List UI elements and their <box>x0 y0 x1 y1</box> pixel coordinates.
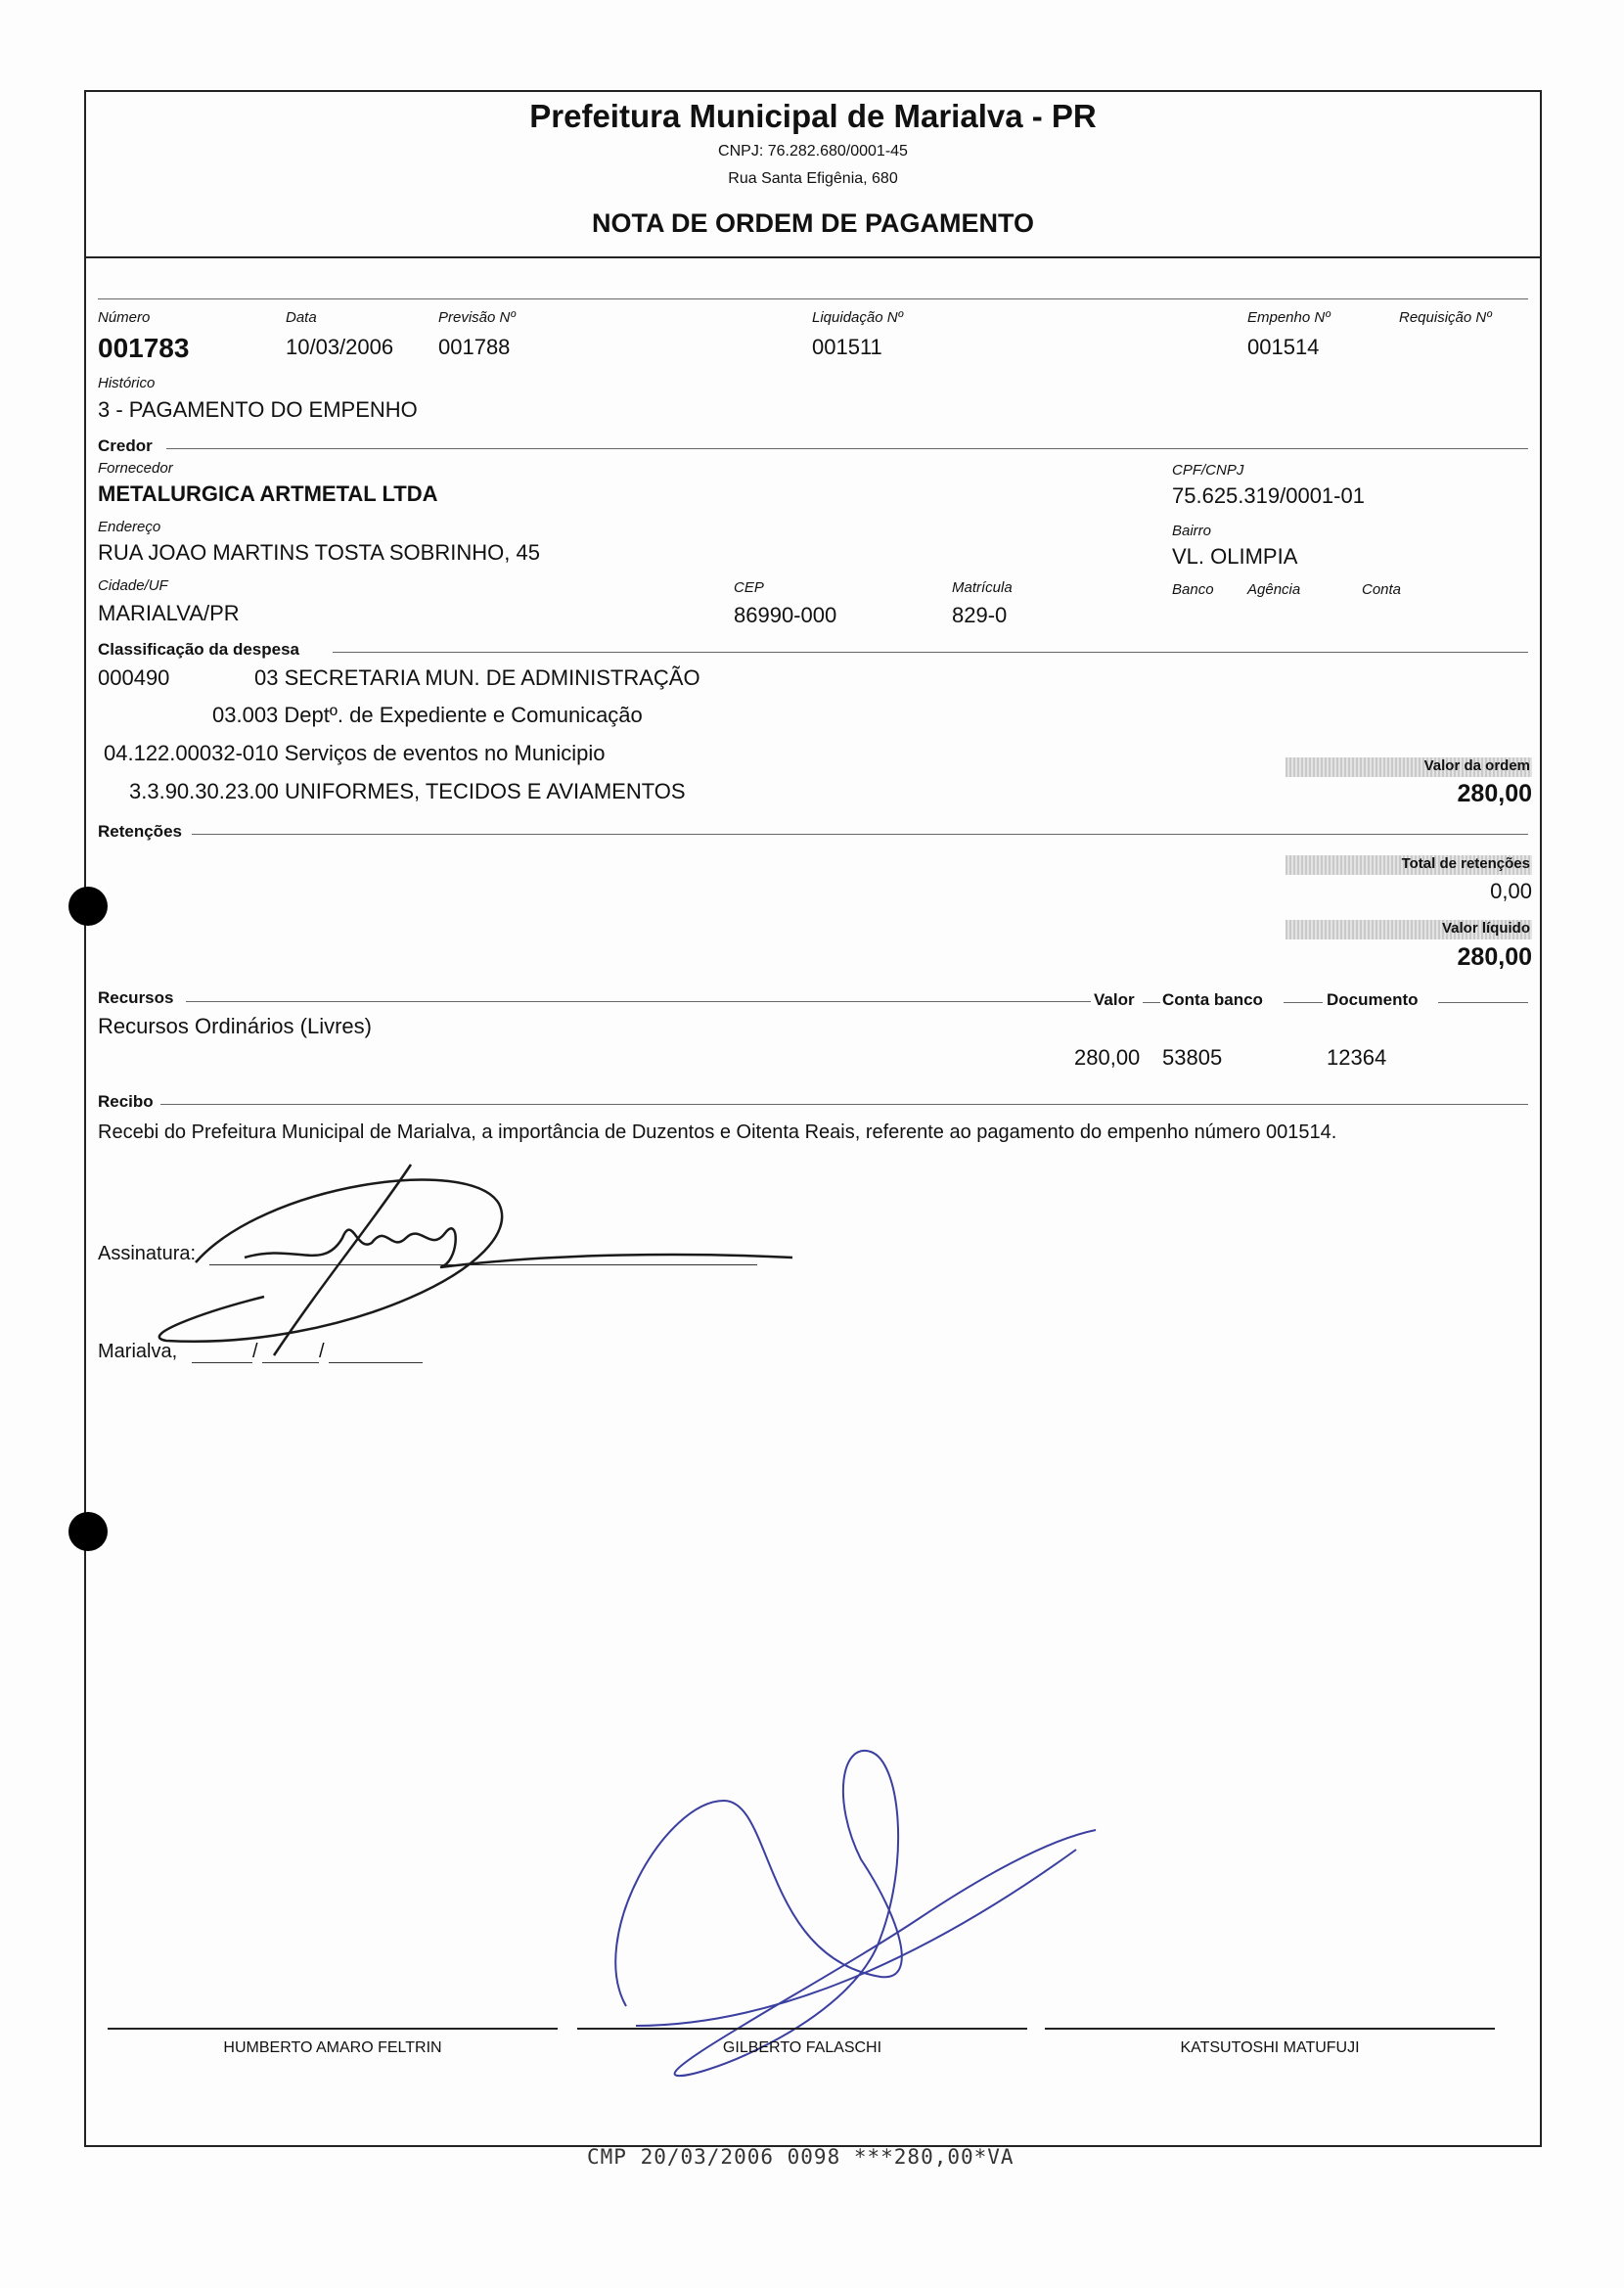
requisicao-label: Requisição Nº <box>1399 309 1492 326</box>
credor-divider <box>166 448 1528 449</box>
conta-label: Conta <box>1362 581 1402 598</box>
signature-line-1 <box>108 2028 558 2030</box>
historico-label: Histórico <box>98 375 156 391</box>
cnpj-text: CNPJ: 76.282.680/0001-45 <box>718 143 908 160</box>
matricula-label: Matrícula <box>952 579 1013 596</box>
endereco-value: RUA JOAO MARTINS TOSTA SOBRINHO, 45 <box>98 540 540 565</box>
recibo-divider <box>160 1104 1528 1105</box>
page-title: Prefeitura Municipal de Marialva - PR <box>529 98 1097 134</box>
credor-section: Credor <box>98 436 153 455</box>
bairro-value: VL. OLIMPIA <box>1172 544 1298 569</box>
previsao-label: Previsão Nº <box>438 309 516 326</box>
recursos-divider <box>186 1001 1091 1002</box>
assinatura-label: Assinatura: <box>98 1243 197 1264</box>
document-title: NOTA DE ORDEM DE PAGAMENTO <box>591 208 1034 238</box>
local-label: Marialva, <box>98 1341 178 1362</box>
cpf-value: 75.625.319/0001-01 <box>1172 483 1365 508</box>
recibo-text: Recebi do Prefeitura Municipal de Marialva, a importância de Duzentos e Oitenta Reais, referente ao pagamento do empenho número 001514. <box>98 1121 1337 1143</box>
historico-value: 3 - PAGAMENTO DO EMPENHO <box>98 397 418 422</box>
fornecedor-value: METALURGICA ARTMETAL LTDA <box>98 481 438 506</box>
recibo-section: Recibo <box>98 1092 154 1111</box>
ids-divider <box>98 298 1528 299</box>
date-slash-1: / <box>252 1341 258 1362</box>
total-retencoes-label: Total de retenções <box>1401 855 1530 872</box>
valor-liquido-label: Valor líquido <box>1441 920 1530 937</box>
recursos-documento: 12364 <box>1327 1045 1387 1070</box>
recursos-sep-2 <box>1284 1002 1323 1003</box>
data-value: 10/03/2006 <box>286 335 394 359</box>
recursos-conta-label: Conta banco <box>1162 990 1263 1009</box>
date-slash-2: / <box>319 1341 325 1362</box>
recursos-valor-label: Valor <box>1094 990 1135 1009</box>
recursos-conta: 53805 <box>1162 1045 1223 1070</box>
classificacao-code: 000490 <box>98 665 170 690</box>
fornecedor-label: Fornecedor <box>98 460 173 477</box>
classificacao-divider <box>333 652 1528 653</box>
recursos-sep-3 <box>1438 1002 1528 1003</box>
punch-hole-bottom <box>68 1512 108 1551</box>
cep-value: 86990-000 <box>734 603 837 627</box>
banco-label: Banco <box>1172 581 1214 598</box>
recursos-doc-label: Documento <box>1327 990 1419 1009</box>
signatory-1: HUMBERTO AMARO FELTRIN <box>223 2039 442 2056</box>
recursos-fonte: Recursos Ordinários (Livres) <box>98 1014 372 1038</box>
valor-ordem-value: 280,00 <box>1457 780 1532 807</box>
valor-liquido-value: 280,00 <box>1457 943 1532 971</box>
empenho-label: Empenho Nº <box>1247 309 1331 326</box>
endereco-label: Endereço <box>98 519 161 535</box>
bairro-label: Bairro <box>1172 523 1212 539</box>
retencoes-section: Retenções <box>98 822 182 841</box>
classificacao-line4: 3.3.90.30.23.00 UNIFORMES, TECIDOS E AVIAMENTOS <box>129 779 686 803</box>
total-retencoes-value: 0,00 <box>1490 879 1532 903</box>
retencoes-divider <box>192 834 1528 835</box>
cidade-label: Cidade/UF <box>98 577 168 594</box>
cep-label: CEP <box>734 579 764 596</box>
classificacao-line1: 03 SECRETARIA MUN. DE ADMINISTRAÇÃO <box>254 665 700 690</box>
signatory-2: GILBERTO FALASCHI <box>722 2039 882 2056</box>
header-divider <box>84 256 1542 258</box>
data-label: Data <box>286 309 317 326</box>
recursos-section: Recursos <box>98 988 174 1007</box>
classificacao-section: Classificação da despesa <box>98 640 300 659</box>
liquidacao-value: 001511 <box>812 335 882 359</box>
classificacao-line3: 04.122.00032-010 Serviços de eventos no Municipio <box>104 741 606 765</box>
agencia-label: Agência <box>1247 581 1301 598</box>
cpf-label: CPF/CNPJ <box>1172 462 1244 479</box>
numero-label: Número <box>98 309 151 326</box>
bank-stamp: CMP 20/03/2006 0098 ***280,00*VA <box>587 2145 1015 2169</box>
previsao-value: 001788 <box>438 335 511 359</box>
signature-line-3 <box>1045 2028 1495 2030</box>
recipient-signature <box>147 1145 812 1370</box>
cidade-value: MARIALVA/PR <box>98 601 240 625</box>
recursos-valor: 280,00 <box>1074 1045 1141 1070</box>
numero-value: 001783 <box>98 333 190 363</box>
valor-ordem-label: Valor da ordem <box>1423 757 1530 774</box>
signatory-3: KATSUTOSHI MATUFUJI <box>1180 2039 1360 2056</box>
punch-hole-top <box>68 887 108 926</box>
matricula-value: 829-0 <box>952 603 1008 627</box>
recursos-sep-1 <box>1143 1002 1160 1003</box>
signature-line-2 <box>577 2028 1027 2030</box>
empenho-value: 001514 <box>1247 335 1320 359</box>
address-text: Rua Santa Efigênia, 680 <box>728 170 898 187</box>
classificacao-line2: 03.003 Deptº. de Expediente e Comunicação <box>212 703 643 727</box>
liquidacao-label: Liquidação Nº <box>812 309 904 326</box>
